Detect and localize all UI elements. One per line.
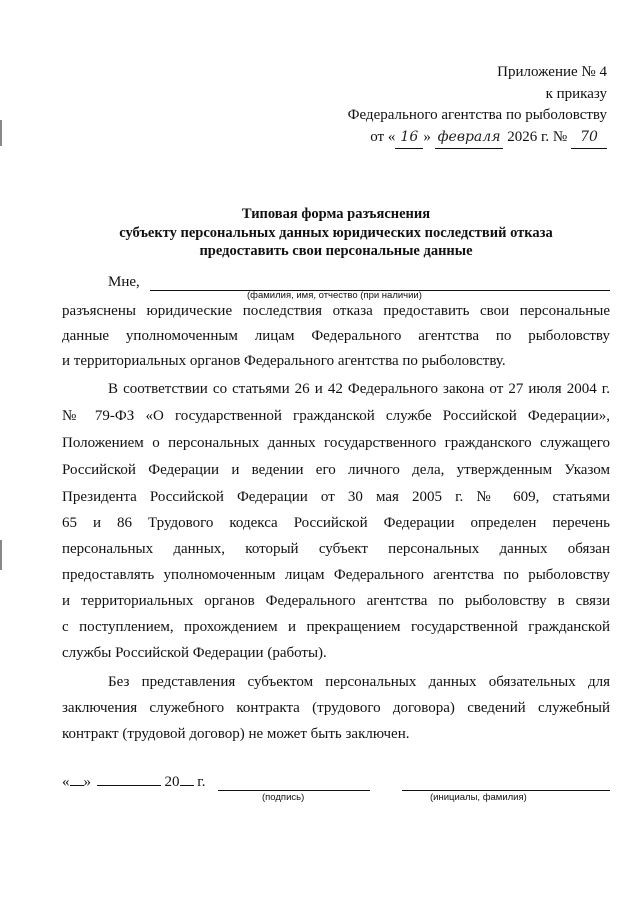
body-line: Президента Российской Федерации от 30 мая 2005 г. № 609, статьями (62, 489, 610, 505)
body-line: контракт (трудовой договор) не может быть заключен. (62, 726, 410, 742)
order-reference: к приказу (545, 85, 607, 102)
intro-label: Мне, (108, 274, 140, 290)
body-line: Российской Федерации и ведении его личного дела, утвержденным Указом (62, 462, 610, 478)
scan-edge-mark (0, 120, 2, 146)
day-blank[interactable] (70, 785, 84, 786)
date-mid: » (423, 128, 431, 145)
body-line: В соответствии со статьями 26 и 42 Федерального закона от 27 июля 2004 г. (108, 381, 610, 397)
year-blank[interactable] (180, 785, 194, 786)
signature-row (62, 774, 610, 791)
initials-field-line[interactable] (402, 790, 610, 791)
title-line: субъекту персональных данных юридических последствий отказа (119, 224, 553, 241)
year-prefix: 20 (164, 774, 180, 790)
body-line: персональных данных, который субъект персональных данных обязан (62, 541, 610, 557)
body-line: данные уполномоченным лицам Федерального агентства по рыболовству (62, 328, 610, 344)
body-line: Положением о персональных данных государственного гражданского служащего (62, 435, 610, 451)
form-body (62, 0, 610, 906)
date-prefix: от « (370, 128, 396, 145)
handwritten-day: 16 (395, 127, 423, 150)
body-line: службы Российской Федерации (работы). (62, 645, 327, 661)
appendix-number: Приложение № 4 (497, 64, 607, 80)
body-line: разъяснены юридические последствия отказа предоставить свои персональные (62, 303, 610, 319)
title-line: предоставить свои персональные данные (199, 243, 473, 259)
signature-field-line[interactable] (218, 790, 370, 791)
year-suffix: г. (197, 774, 206, 790)
body-line: 65 и 86 Трудового кодекса Российской Федерации определен перечень (62, 515, 610, 531)
month-blank[interactable] (97, 785, 161, 786)
initials-caption: (инициалы, фамилия) (430, 792, 527, 803)
body-line: Без представления субъектом персональных данных обязательных для (108, 674, 610, 690)
date-open-quote: « (62, 774, 70, 790)
full-name-caption: (фамилия, имя, отчество (при наличии) (247, 290, 422, 301)
agency-name: Федерального агентства по рыболовству (347, 107, 607, 123)
body-line: и территориальных органов Федерального агентства по рыболовству. (62, 353, 506, 369)
body-line: № 79-ФЗ «О государственной гражданской службе Российской Федерации», (62, 408, 610, 424)
signature-caption: (подпись) (262, 792, 305, 803)
title-line: Типовая форма разъяснения (241, 206, 431, 222)
body-line: предоставлять уполномоченным лицам Федерального агентства по рыболовству (62, 567, 610, 583)
date-close-quote: » (83, 774, 91, 790)
scan-edge-mark (0, 540, 2, 570)
handwritten-month: февраля (435, 127, 504, 150)
body-line: и территориальных органов Федерального агентства по рыболовству в связи (62, 593, 610, 609)
handwritten-order-number: 70 (571, 127, 607, 150)
body-line: с поступлением, прохождением и прекращением государственной гражданской (62, 619, 610, 635)
body-line: заключения служебного контракта (трудового договора) сведений служебный (62, 700, 610, 716)
date-year: 2026 г. № (507, 128, 568, 145)
